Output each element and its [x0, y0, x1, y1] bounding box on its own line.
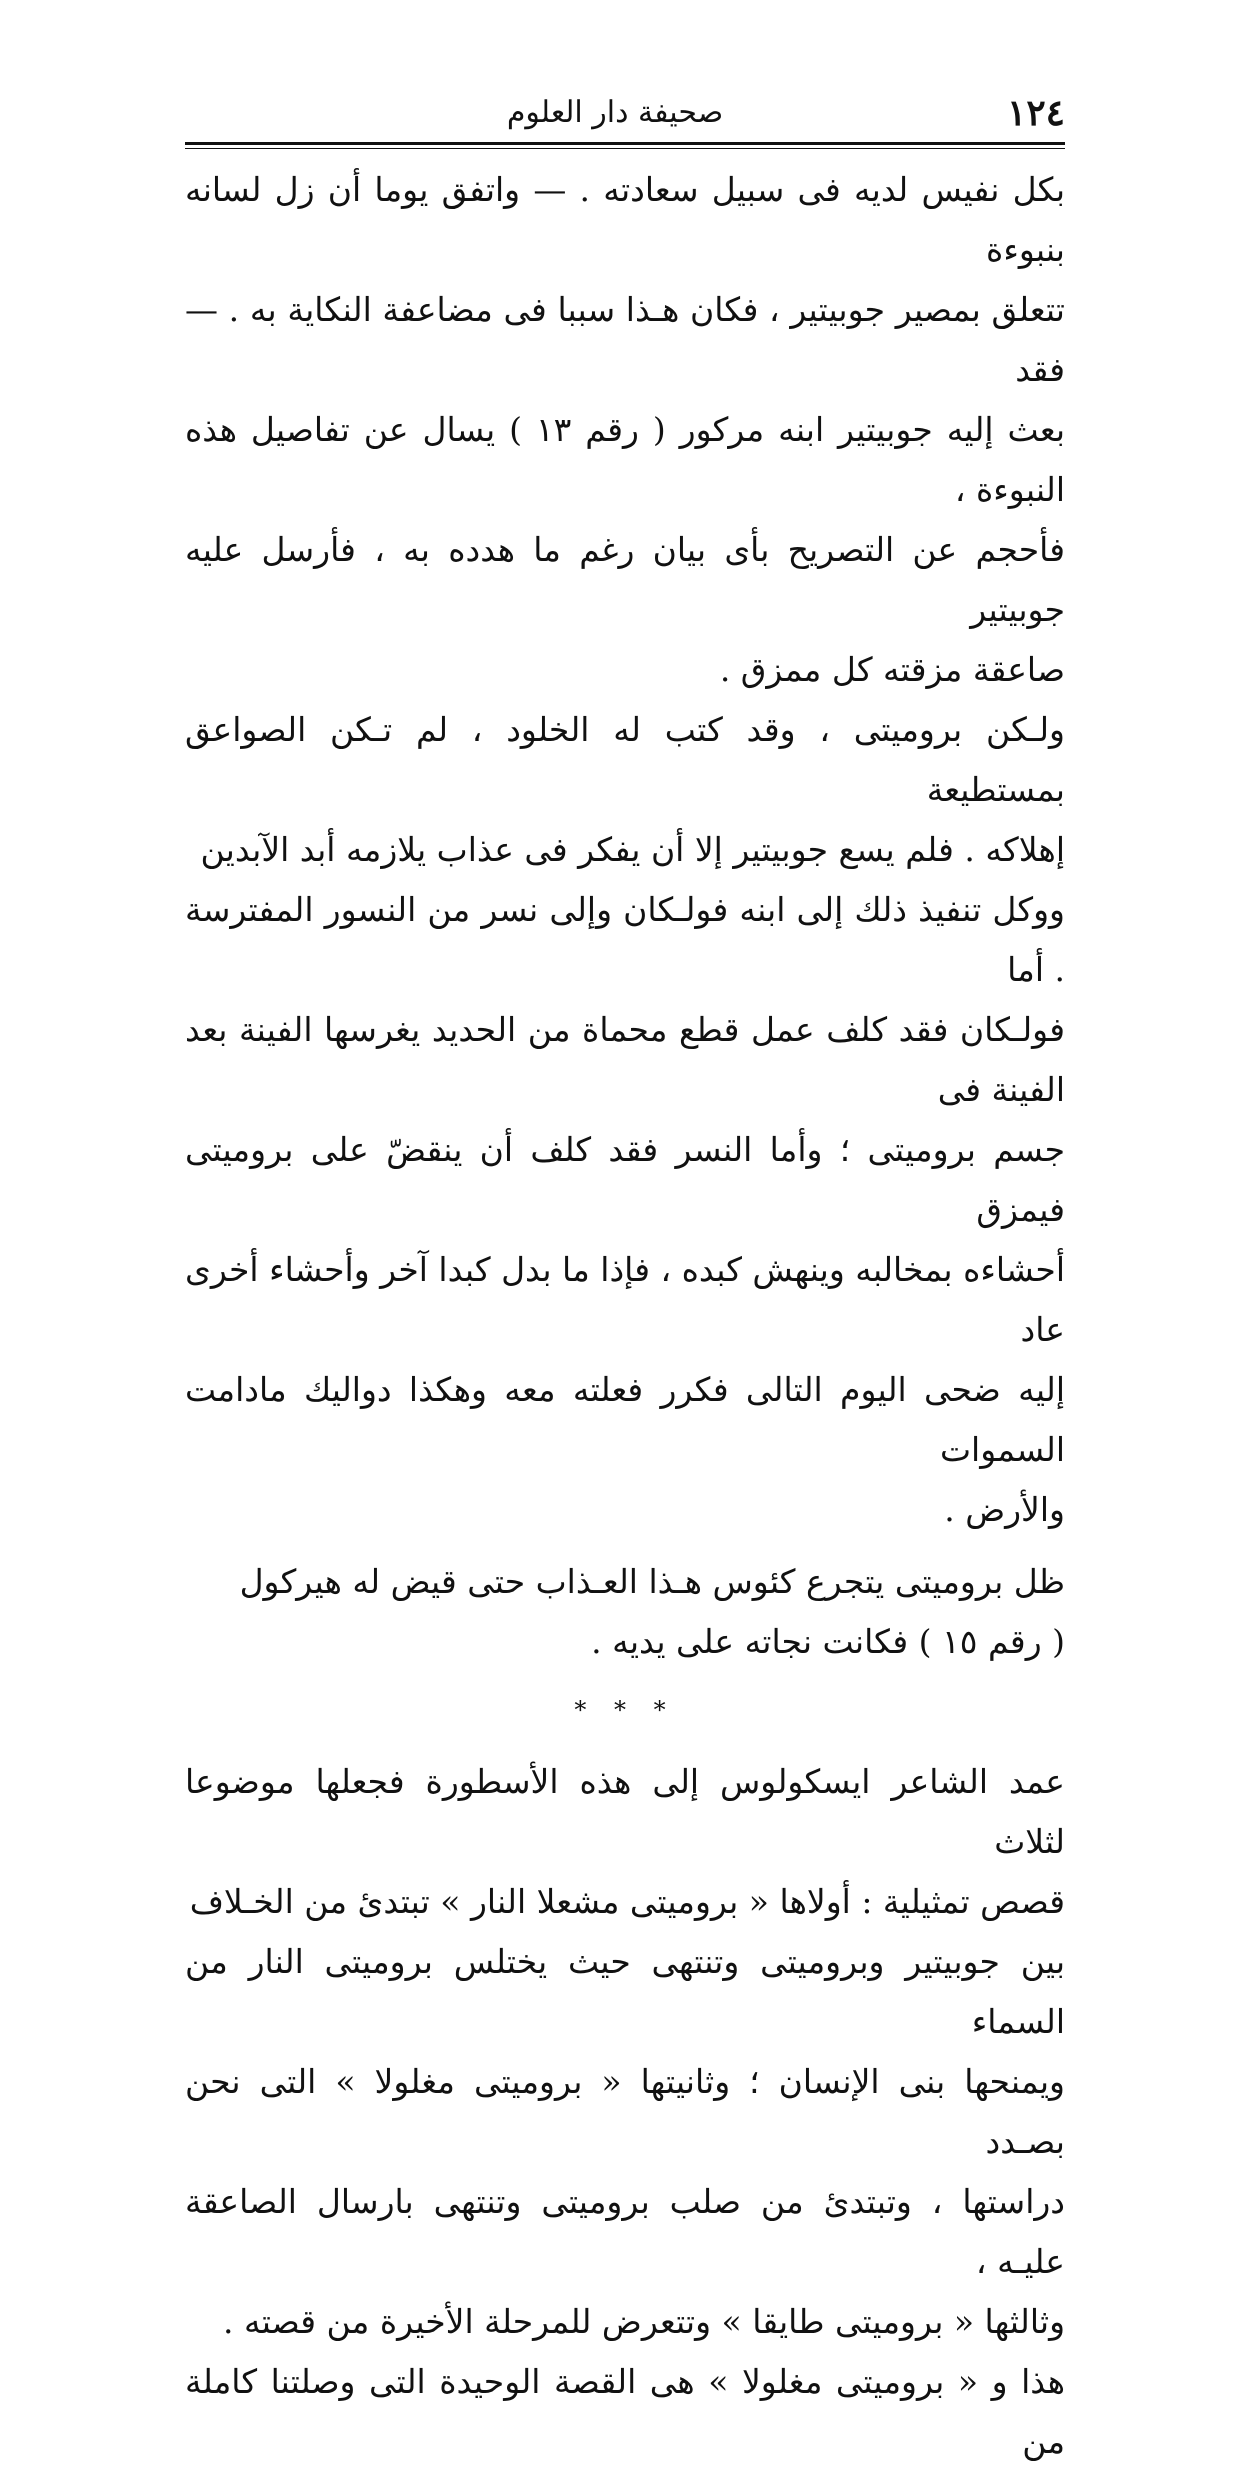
header-rule-thin	[185, 148, 1065, 149]
header-rule	[185, 142, 1065, 145]
paragraph-1: بكل نفيس لديه فى سبيل سعادته . — واتفق يوما أن زل لسانه بنبوءة تتعلق بمصير جوبيتير ، فكان هـذا سببا فى مضاعفة النكاية به . — فقد بعث إليه جوبيتير ابنه مركور ( رقم ١٣ ) يسال عن تفاصيل هذه النبوءة ، فأحجم عن التصريح بأى بيان رغم ما هدده به ، فأرسل عليه جوبيتير صاعقة مزقته كل ممزق .	[185, 170, 1065, 689]
running-title: صحيفة دار العلوم	[506, 95, 724, 130]
section-separator: * * *	[574, 1696, 676, 1724]
page-header	[185, 88, 1065, 138]
paragraph-4: عمد الشاعر ايسكولوس إلى هذه الأسطورة فجعلها موضوعا لثلاث قصص تمثيلية : أولاها « بروميتى مشعلا النار » تبتدئ من الخـلاف بين جوبيتير وبروميتى وتنتهى حيث يختلس بروميتى النار من السماء ويمنحها بنى الإنسان ؛ وثانيتها « بروميتى مغلولا » التى نحن بصـدد دراستها ، وتبتدئ من صلب بروميتى وتنتهى بارسال الصاعقة عليـه ، وثالثها « بروميتى طايقا » وتتعرض للمرحلة الأخيرة من قصته .	[185, 1762, 1065, 2341]
page-number: ١٢٤	[1006, 92, 1065, 134]
paragraph-3: ظل بروميتى يتجرع كئوس هـذا العـذاب حتى قيض له هيركول ( رقم ١٥ ) فكانت نجاته على يديه .	[239, 1562, 1065, 1661]
paragraph-2: ولـكن بروميتى ، وقد كتب له الخلود ، لم تـكن الصواعق بمستطيعة إهلاكه . فلم يسع جوبيتير إلا أن يفكر فى عذاب يلازمه أبد الآبدين ووكل تنفيذ ذلك إلى ابنه فولـكان وإلى نسر من النسور المفترسة . أما فولـكان فقد كلف عمل قطع محماة من الحديد يغرسها الفينة بعد الفينة فى جسم بروميتى ؛ وأما النسر فقد كلف أن ينقضّ على بروميتى فيمزق أحشاءه بمخالبه وينهش كبده ، فإذا ما بدل كبدا آخر وأحشاء أخرى عاد إليه ضحى اليوم التالى فكرر فعلته معه وهكذا دواليك مادامت السموات والأرض .	[185, 710, 1065, 1529]
body-text	[185, 160, 1065, 2472]
paragraph-5: هذا و « بروميتى مغلولا » هى القصة الوحيدة التى وصلتنا كاملة من	[185, 2362, 1065, 2461]
